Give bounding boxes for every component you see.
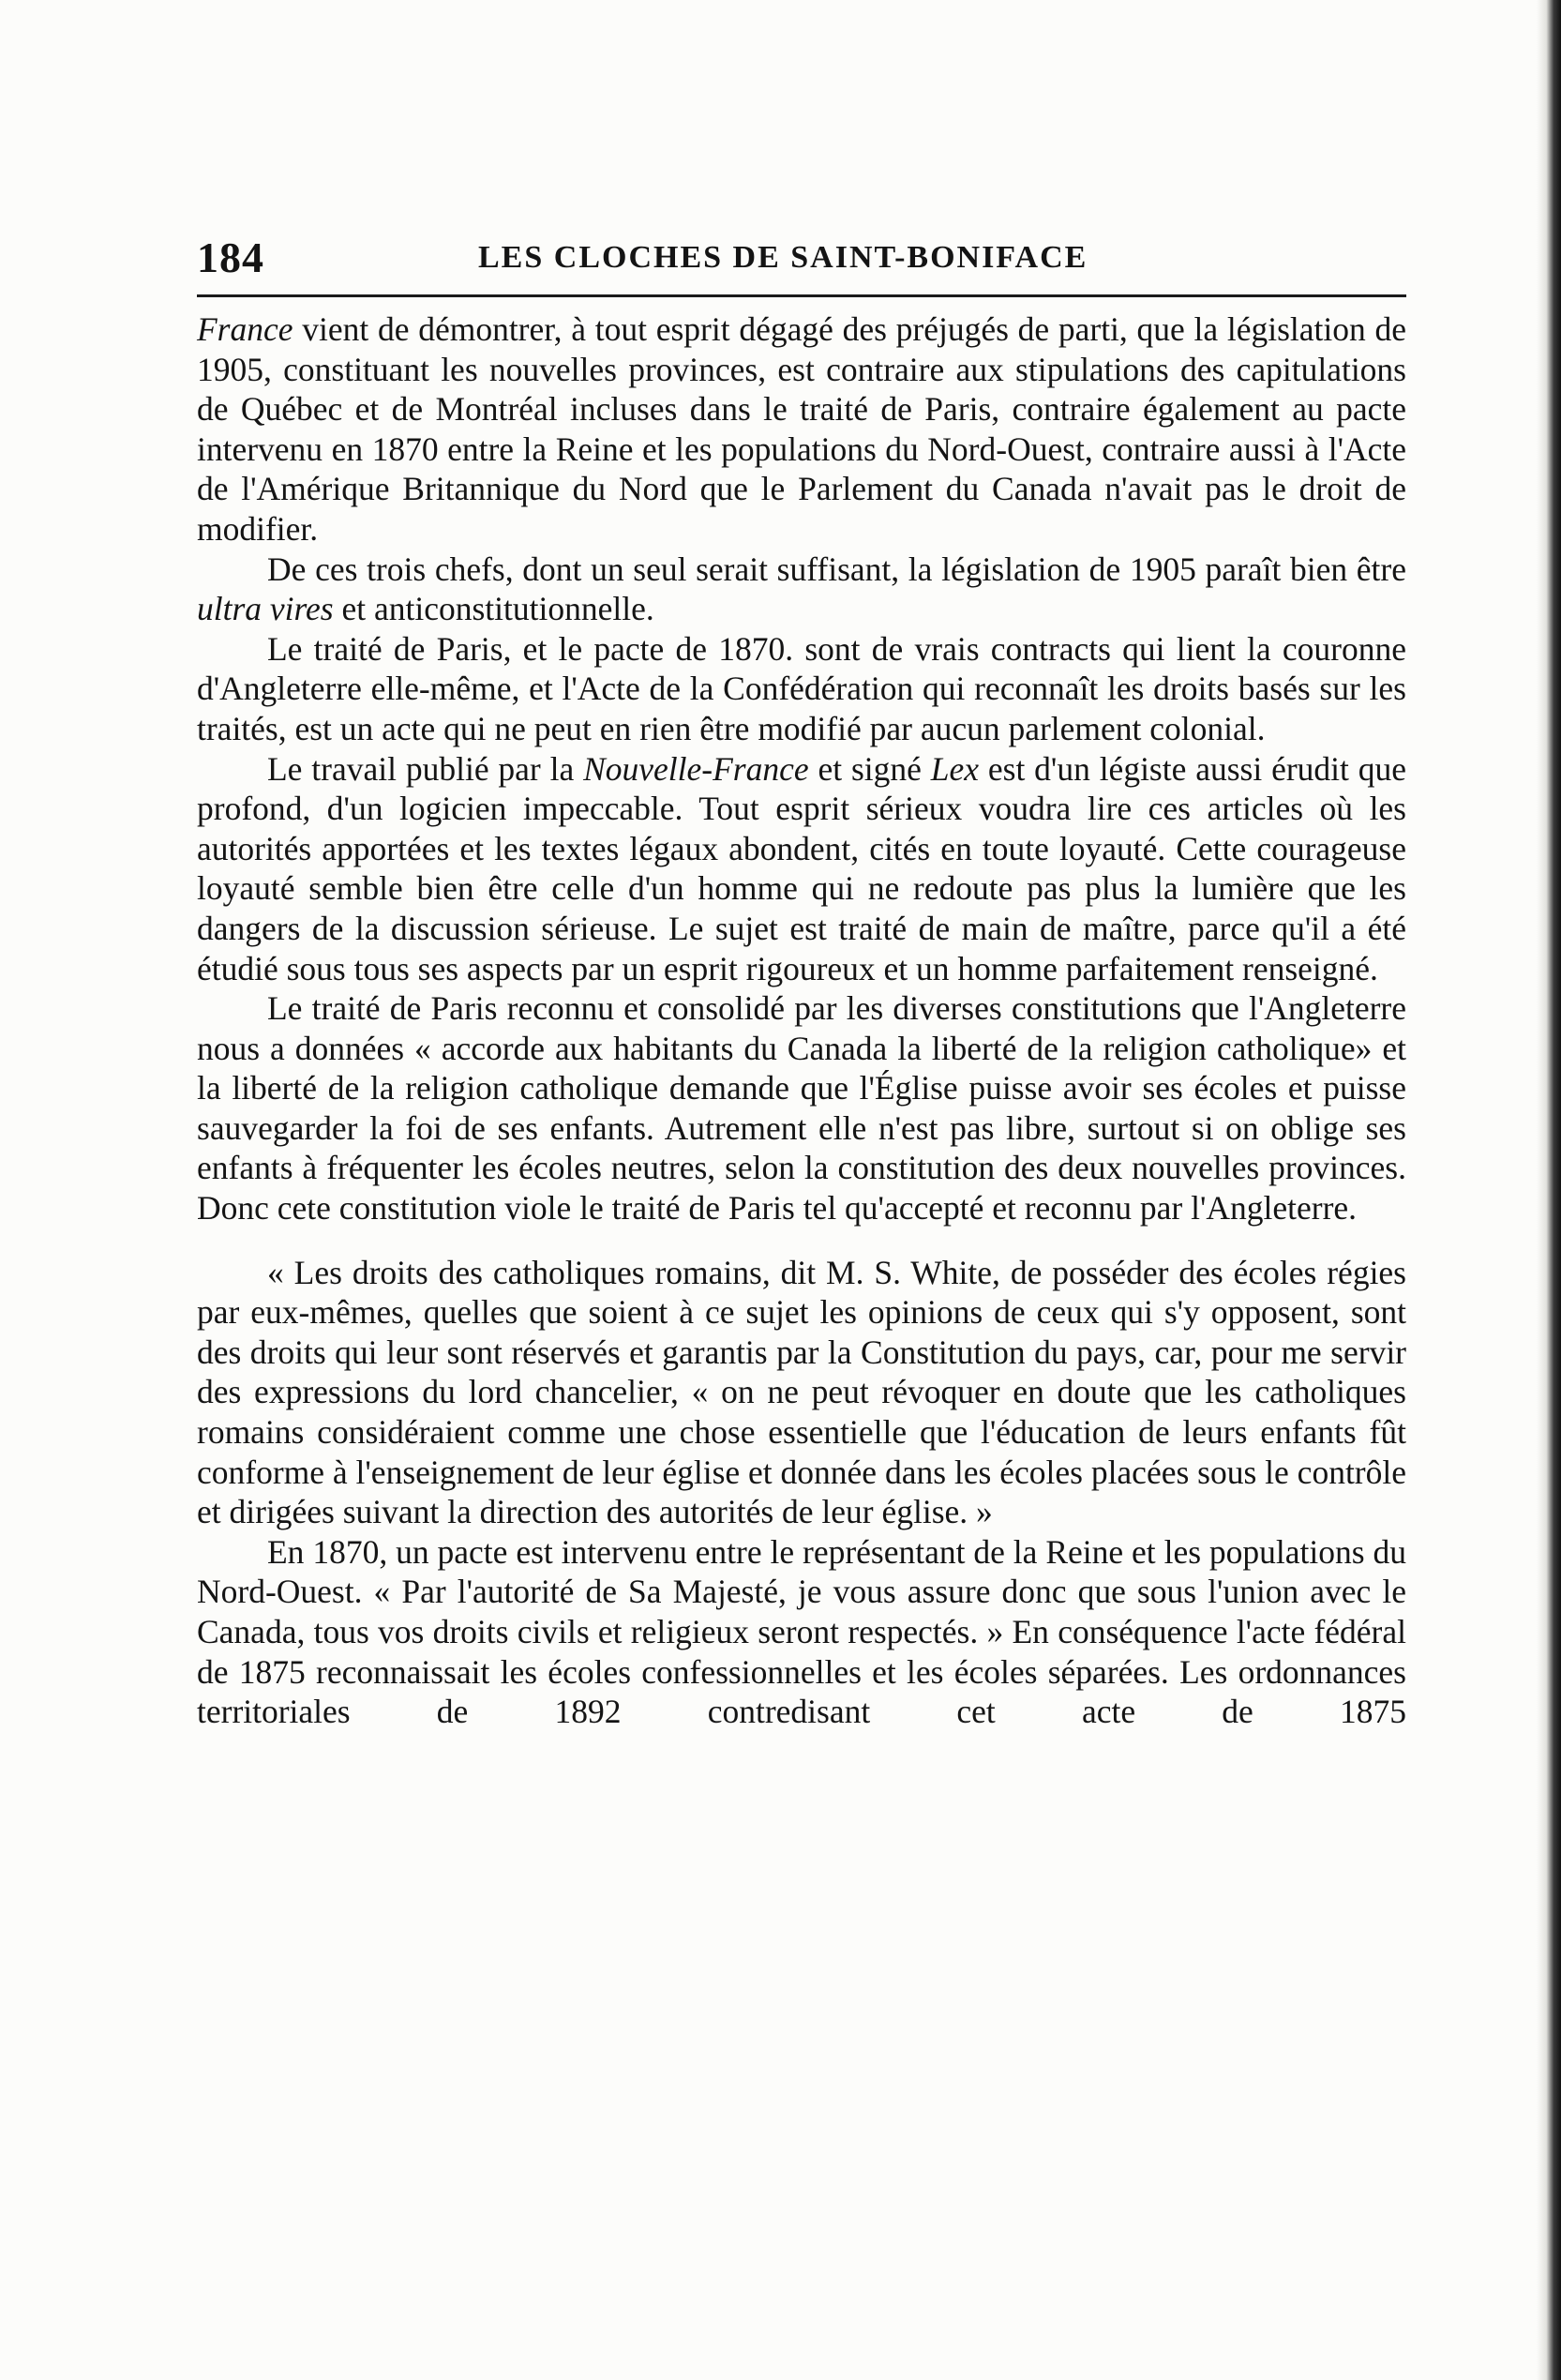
text-run: De ces trois chefs, dont un seul serait suffisant, la législation de 1905 paraît bien être [267, 550, 1406, 588]
text-run: et anticonstitutionnelle. [333, 590, 654, 628]
paragraph-4 [197, 749, 1406, 989]
italic-journal-name: Nouvelle-France [583, 749, 809, 788]
text-run: est d'un légiste aussi érudit que profond, d'un logicien impeccable. Tout esprit sérieux voudra lire ces articles où les autorités apportées et les textes légaux abondent, cités en toute loyauté. Cette courageuse loyauté semble bien être celle d'un homme qui ne redoute pas plus la lumière que les dangers de la discussion sérieuse. Le sujet est traité de main de maître, parce qu'il a été étudié sous tous ses aspects par un esprit rigoureux et un homme parfaitement renseigné. [197, 749, 1407, 987]
paragraph-5: Le traité de Paris reconnu et consolidé par les diverses constitutions que l'Angleterre nous a données « accorde aux habitants du Canada la liberté de la religion catholique» et la liberté de la religion catholique demande que l'Église puisse avoir ses écoles et puisse sauvegarder la foi de ses enfants. Autrement elle n'est pas libre, surtout si on oblige ses enfants à fréquenter les écoles neutres, selon la constitution des deux nouvelles provinces. Donc cete constitution viole le traité de Paris tel qu'accepté et reconnu par l'Angleterre. [197, 989, 1406, 1228]
paragraph-6-quote: « Les droits des catholiques romains, dit M. S. White, de posséder des écoles régies par eux-mêmes, quelles que soient à ce sujet les opinions de ceux qui s'y opposent, sont des droits qui leur sont réservés et garantis par la Constitution du pays, car, pour me servir des expressions du lord chancelier, « on ne peut révoquer en doute que les catholiques romains considéraient comme une chose essentielle que l'éducation de leurs enfants fût conforme à l'enseignement de leur église et donnée dans les écoles placées sous le contrôle et dirigées suivant la direction des autorités de leur église. » [197, 1253, 1406, 1531]
header-rule [197, 294, 1406, 297]
paragraph-1 [197, 309, 1406, 550]
text-run: vient de démontrer, à tout esprit dégagé des préjugés de parti, que la législation de 1905, constituant les nouvelles provinces, est contraire aux stipulations des capitulations de Québec et de Montréal incluses dans le traité de Paris, contraire également au pacte intervenu en 1870 entre la Reine et les populations du Nord-Ouest, contraire aussi à l'Acte de l'Amérique Britannique du Nord que le Parlement du Canada n'avait pas le droit de modifier. [197, 310, 1406, 548]
text-run: et signé [808, 749, 931, 788]
page-header [197, 233, 1406, 289]
text-run: Le travail publié par la [267, 749, 584, 788]
page-edge-shadow [1537, 0, 1561, 2380]
paragraph-3: Le traité de Paris, et le pacte de 1870. sont de vrais contracts qui lient la couronne d'Angleterre elle-même, et l'Acte de la Confédération qui reconnaît les droits basés sur les traités, est un acte qui ne peut en rien être modifié par aucun parlement colonial. [197, 629, 1406, 747]
paragraph-2 [197, 550, 1406, 629]
italic-term: ultra vires [197, 590, 334, 628]
running-title: LES CLOCHES DE SAINT-BONIFACE [478, 240, 1088, 275]
italic-journal-name: France [197, 310, 293, 348]
italic-signature: Lex [930, 749, 980, 788]
page-number: 184 [197, 233, 264, 281]
paragraph-7: En 1870, un pacte est intervenu entre le représentant de la Reine et les populations du Nord-Ouest. « Par l'autorité de Sa Majesté, je vous assure donc que sous l'union avec le Canada, tous vos droits civils et religieux seront respectés. » En conséquence l'acte fédéral de 1875 reconnaissait les écoles confessionnelles et les écoles séparées. Les ordonnances territoriales de 1892 contredisant cet acte de 1875 [197, 1532, 1406, 1731]
body-text [197, 309, 1406, 1732]
